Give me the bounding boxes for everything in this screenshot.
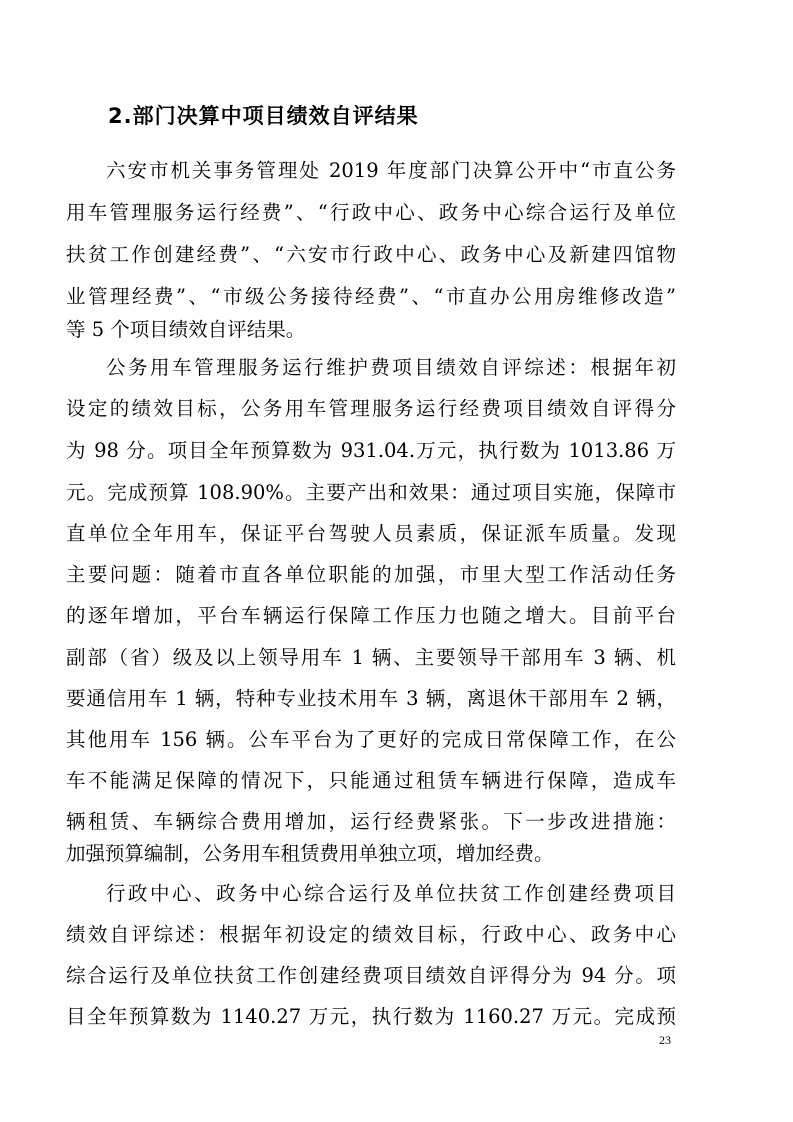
paragraph-3-line-1: 行政中心、政务中心综合运行及单位扶贫工作创建经费项目 [106,882,676,905]
paragraph-2-line-11: 车不能满足保障的情况下，只能通过租赁车辆进行保障，造成车 [66,769,676,792]
page-number: 23 [659,1033,671,1047]
paragraph-2-line-4: 元。完成预算 108.90%。主要产出和效果：通过项目实施，保障市 [66,481,676,504]
paragraph-1-line-4: 业管理经费”、“市级公务接待经费”、“市直办公用房维修改造” [66,285,676,308]
paragraph-1-line-1: 六安市机关事务管理处 2019 年度部门决算公开中“市直公务 [106,159,676,182]
paragraph-1-line-5: 等 5 个项目绩效自评结果。 [66,318,306,341]
paragraph-1-line-2: 用车管理服务运行经费”、“行政中心、政务中心综合运行及单位 [66,201,676,224]
paragraph-2-line-13: 加强预算编制，公务用车租赁费用单独立项，增加经费。 [66,842,554,865]
paragraph-2-line-7: 的逐年增加，平台车辆运行保障工作压力也随之增大。目前平台 [66,604,676,627]
paragraph-2-line-6: 主要问题：随着市直各单位职能的加强，市里大型工作活动任务 [66,563,676,586]
section-heading: 2.部门决算中项目绩效自评结果 [108,104,419,128]
paragraph-3-line-3: 综合运行及单位扶贫工作创建经费项目绩效自评得分为 94 分。项 [66,964,676,987]
paragraph-2-line-12: 辆租赁、车辆综合费用增加，运行经费紧张。下一步改进措施： [66,810,676,833]
paragraph-2-line-2: 设定的绩效目标，公务用车管理服务运行经费项目绩效自评得分 [66,397,676,420]
paragraph-2-line-1: 公务用车管理服务运行维护费项目绩效自评综述：根据年初 [106,356,676,379]
paragraph-2-line-5: 直单位全年用车，保证平台驾驶人员素质，保证派车质量。发现 [66,522,676,545]
paragraph-1-line-3: 扶贫工作创建经费”、“六安市行政中心、政务中心及新建四馆物 [66,243,676,266]
paragraph-2-line-10: 其他用车 156 辆。公车平台为了更好的完成日常保障工作，在公 [66,728,676,751]
paragraph-2-line-9: 要通信用车 1 辆，特种专业技术用车 3 辆，离退休干部用车 2 辆， [66,687,676,710]
paragraph-3-line-4: 目全年预算数为 1140.27 万元，执行数为 1160.27 万元。完成预 [66,1005,676,1028]
paragraph-2-line-3: 为 98 分。项目全年预算数为 931.04.万元，执行数为 1013.86 万 [66,439,676,462]
paragraph-3-line-2: 绩效自评综述：根据年初设定的绩效目标，行政中心、政务中心 [66,923,676,946]
paragraph-2-line-8: 副部（省）级及以上领导用车 1 辆、主要领导干部用车 3 辆、机 [66,646,676,669]
